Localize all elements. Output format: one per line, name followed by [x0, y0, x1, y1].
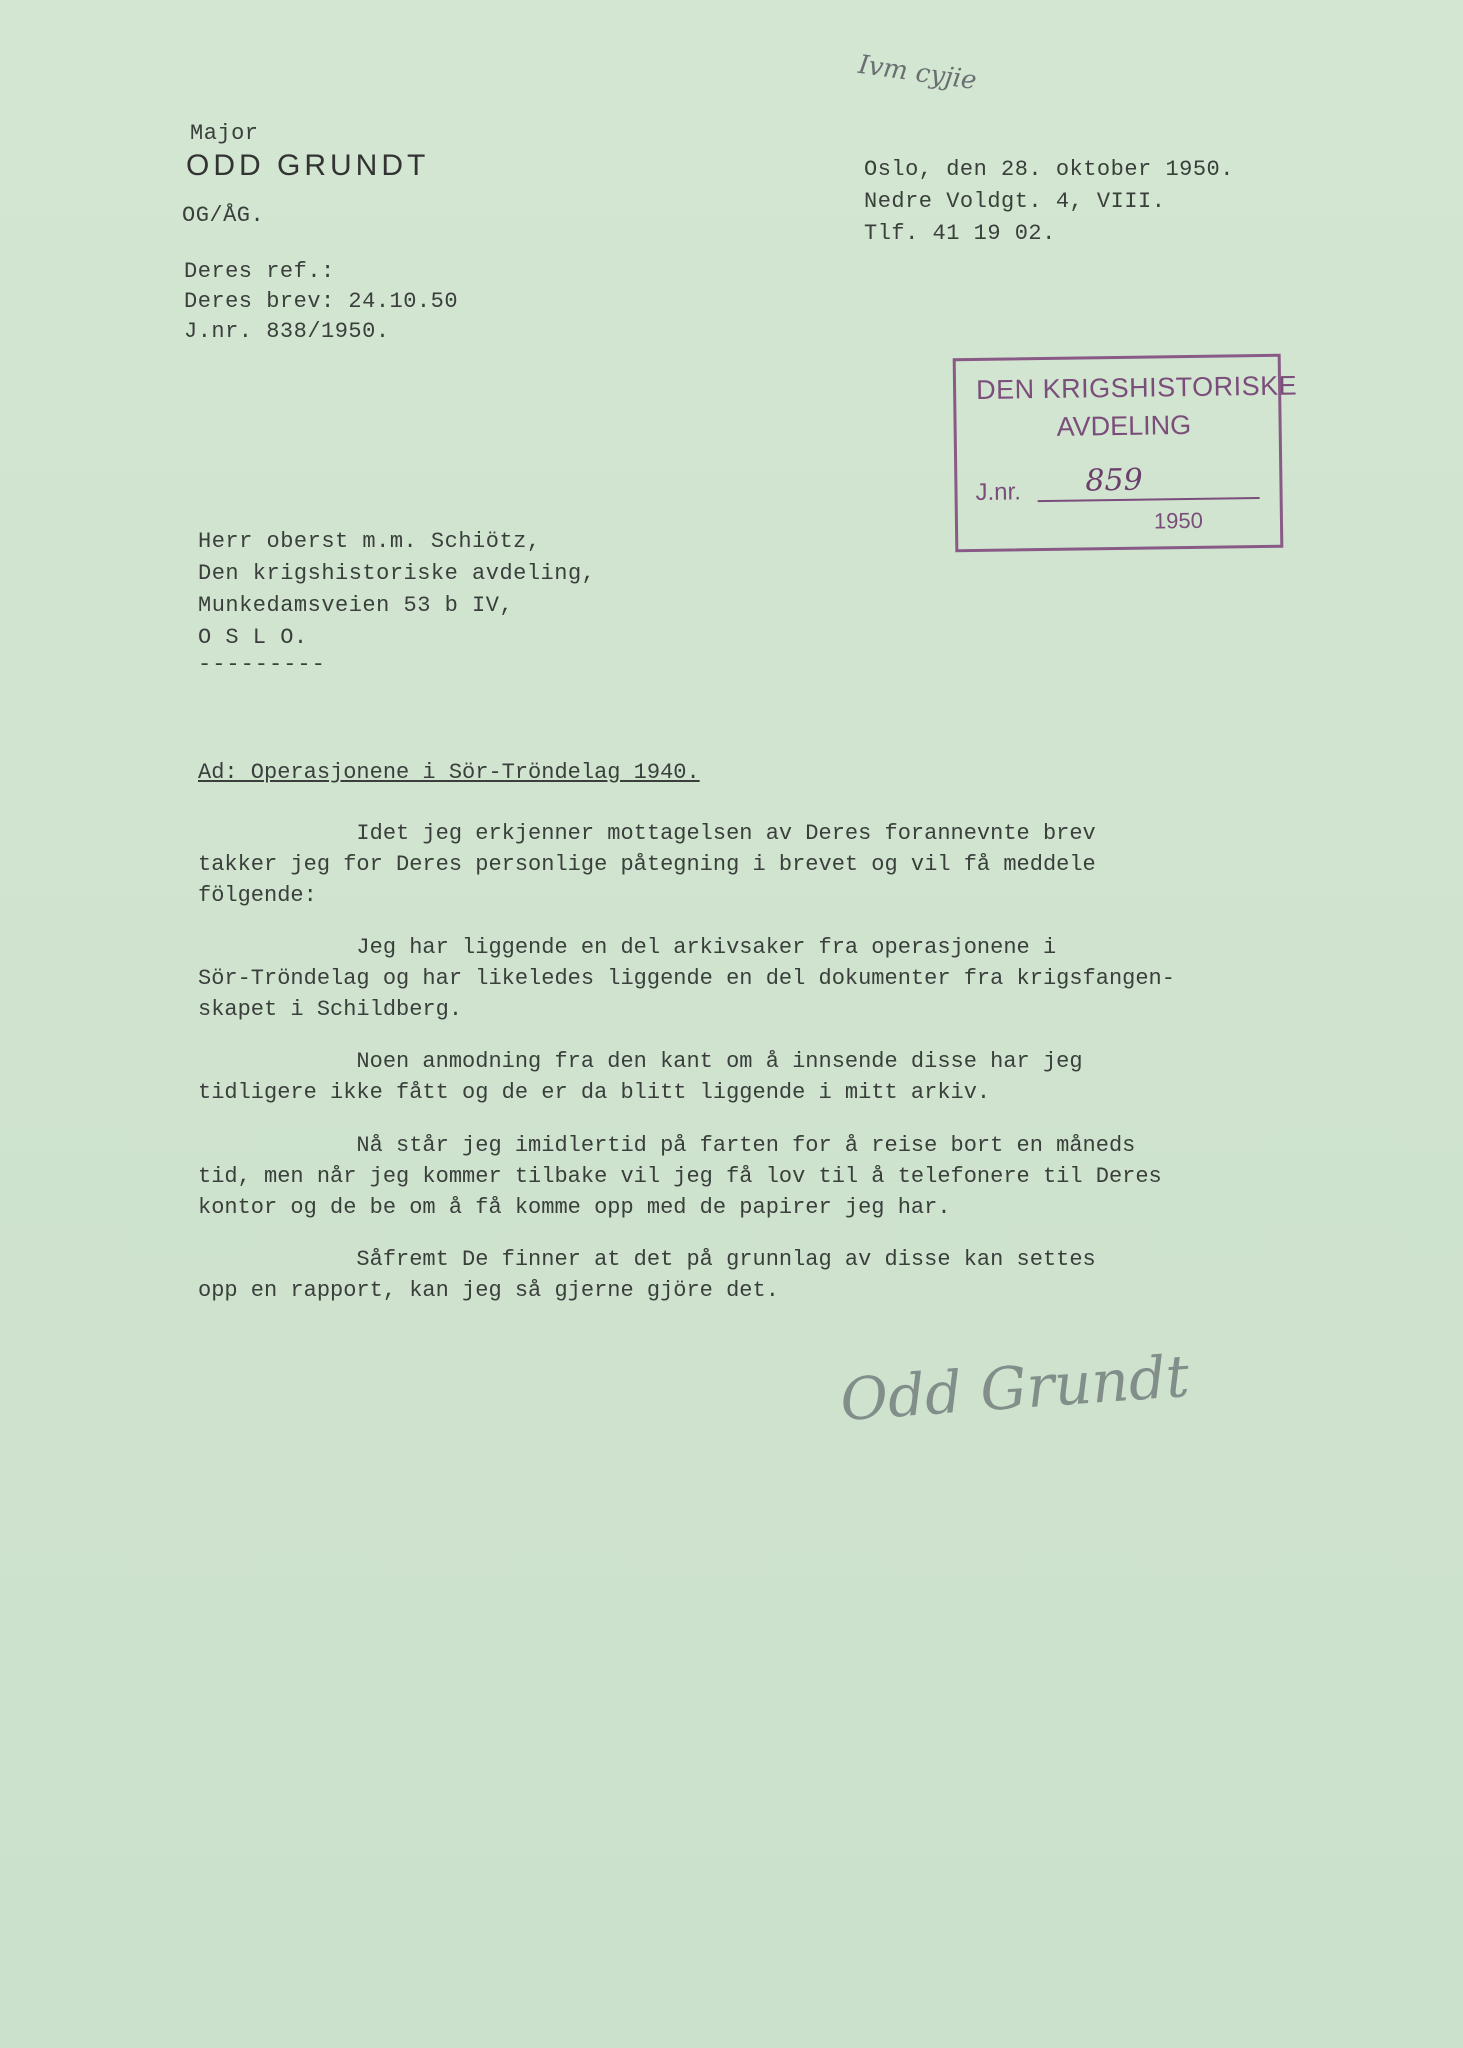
ref-line: Deres ref.:	[184, 259, 335, 284]
sender-name: ODD GRUNDT	[186, 149, 430, 182]
paragraph-2: Jeg har liggende en del arkivsaker fra operasjonene i Sör-Tröndelag og har likeledes liggende en del dokumenter fra krigsfangen- skapet i Schildberg.	[198, 935, 1175, 1022]
stamp-jnr-value: 859	[1085, 462, 1143, 499]
stamp-subtitle: AVDELING	[1056, 409, 1192, 442]
handwritten-signature: Odd Grundt	[838, 1341, 1192, 1435]
stamp-year: 1950	[1153, 507, 1204, 534]
recipient-underline: ---------	[198, 652, 326, 677]
paragraph-1: Idet jeg erkjenner mottagelsen av Deres forannevnte brev takker jeg for Deres personlige påtegning i brevet og vil få meddele fölgende:	[198, 821, 1096, 908]
paragraph-5: Såfremt De finner at det på grunnlag av disse kan settes opp en rapport, kan jeg så gjerne gjöre det.	[198, 1247, 1096, 1303]
stamp-title: DEN KRIGSHISTORISKE	[975, 370, 1298, 405]
recipient-line-1: Herr oberst m.m. Schiötz,	[198, 529, 541, 554]
recipient-line-3: Munkedamsveien 53 b IV,	[198, 593, 514, 618]
recipient-line-2: Den krigshistoriske avdeling,	[198, 561, 596, 586]
sender-initials: OG/ÅG.	[182, 203, 265, 228]
sender-rank: Major	[190, 121, 259, 146]
recipient-line-4: O S L O.	[198, 625, 308, 650]
phone-line: Tlf. 41 19 02.	[864, 221, 1056, 246]
date-line: Oslo, den 28. oktober 1950.	[864, 157, 1234, 182]
handwritten-note: Ivm cyjie	[856, 49, 979, 97]
address-line: Nedre Voldgt. 4, VIII.	[864, 189, 1166, 214]
letter-ref-line: Deres brev: 24.10.50	[184, 289, 459, 314]
subject-line: Ad: Operasjonene i Sör-Tröndelag 1940.	[198, 760, 700, 785]
journal-ref-line: J.nr. 838/1950.	[184, 319, 390, 344]
archive-stamp	[953, 354, 1298, 553]
stamp-jnr-line	[1038, 497, 1260, 502]
paragraph-4: Nå står jeg imidlertid på farten for å reise bort en måneds tid, men når jeg kommer tilbake vil jeg få lov til å telefonere til Deres kontor og de be om å få komme opp med de papirer jeg har.	[198, 1133, 1162, 1220]
stamp-jnr-label: J.nr.	[975, 478, 1022, 506]
paragraph-3: Noen anmodning fra den kant om å innsende disse har jeg tidligere ikke fått og de er da blitt liggende i mitt arkiv.	[198, 1049, 1083, 1105]
